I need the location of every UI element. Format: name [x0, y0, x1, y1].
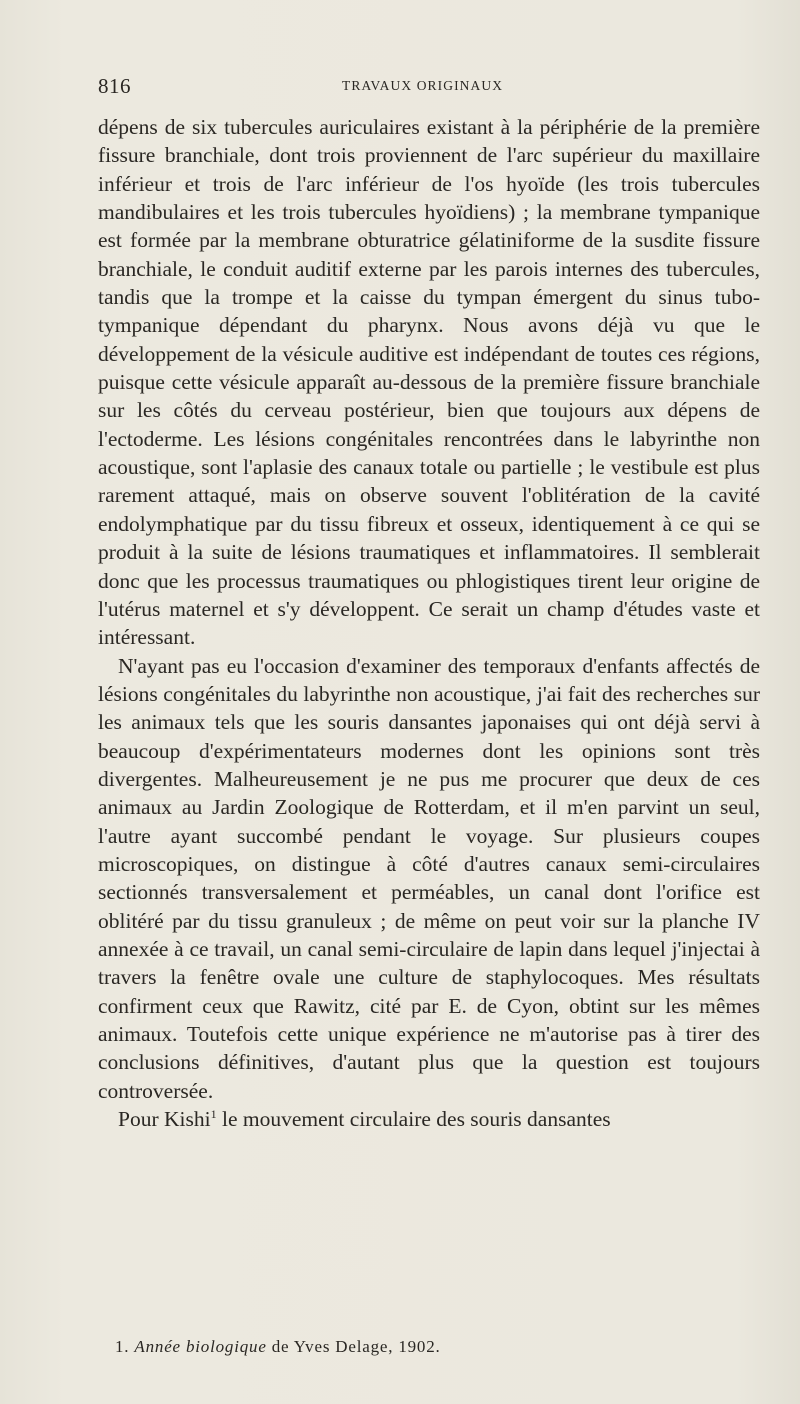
- paragraph-souris-dansantes: N'ayant pas eu l'occasion d'examiner des temporaux d'enfants affectés de lésions congénitales du labyrinthe non acoustique, j'ai fait des recherches sur les animaux tels que les souris dansantes japonaises qui ont déjà servi à beaucoup d'expérimentateurs modernes dont les opinions sont très divergentes. Malheureusement je ne pus me procurer que deux de ces animaux au Jardin Zoologique de Rotterdam, et il m'en parvint un seul, l'autre ayant succombé pendant le voyage. Sur plusieurs coupes microscopiques, on distingue à côté d'autres canaux semi-circulaires sectionnés transversalement et perméables, un canal dont l'orifice est oblitéré par du tissu granuleux ; de même on peut voir sur la planche IV annexée à ce travail, un canal semi-circulaire de lapin dans lequel j'injectai à travers la fenêtre ovale une culture de staphylocoques. Mes résultats confirment ceux que Rawitz, cité par E. de Cyon, obtint sur les mêmes animaux. Toutefois cette unique expérience ne m'autorise pas à tirer des conclusions définitives, d'autant plus que la question est toujours controversée.: [98, 653, 760, 1103]
- paragraph-kishi-rest: le mouvement circulaire des souris dansantes: [216, 1107, 611, 1132]
- body-text: [98, 113, 760, 1133]
- footnote-text: de Yves Delage, 1902.: [271, 1337, 441, 1356]
- footnote-number: 1.: [115, 1337, 130, 1356]
- running-head: TRAVAUX ORIGINAUX: [342, 78, 504, 93]
- paragraph-kishi-start: Pour Kishi: [118, 1107, 211, 1132]
- paragraph-kishi: [98, 1105, 760, 1133]
- footnote-reference: 1: [210, 1106, 217, 1121]
- page-header: [98, 74, 758, 98]
- footnote: [115, 1337, 441, 1357]
- footnote-title: Année biologique: [134, 1337, 267, 1356]
- page-number: 816: [98, 74, 131, 98]
- paragraph-continued: dépens de six tubercules auriculaires existant à la périphérie de la première fissure branchiale, dont trois proviennent de l'arc supérieur du maxillaire inférieur et trois de l'arc inférieur de l'os hyoïde (les trois tubercules mandibulaires et les trois tubercules hyoïdiens) ; la membrane tympanique est formée par la membrane obturatrice gélatiniforme de la susdite fissure branchiale, le conduit auditif externe par les parois internes des tubercules, tandis que la trompe et la caisse du tympan émergent du sinus tubo-tympanique dépendant du pharynx. Nous avons déjà vu que le développement de la vésicule auditive est indépendant de toutes ces régions, puisque cette vésicule apparaît au-dessous de la première fissure branchiale sur les côtés du cerveau postérieur, bien que toujours aux dépens de l'ectoderme. Les lésions congénitales rencontrées dans le labyrinthe non acoustique, sont l'aplasie des canaux totale ou partielle ; le vestibule est plus rarement attaqué, mais on observe souvent l'oblitération de la cavité endolymphatique par du tissu fibreux et osseux, identiquement à ce qui se produit à la suite de lésions traumatiques et inflammatoires. Il semblerait donc que les processus traumatiques ou phlogistiques tirent leur origine de l'utérus maternel et s'y développent. Ce serait un champ d'études vaste et intéressant.: [98, 115, 760, 650]
